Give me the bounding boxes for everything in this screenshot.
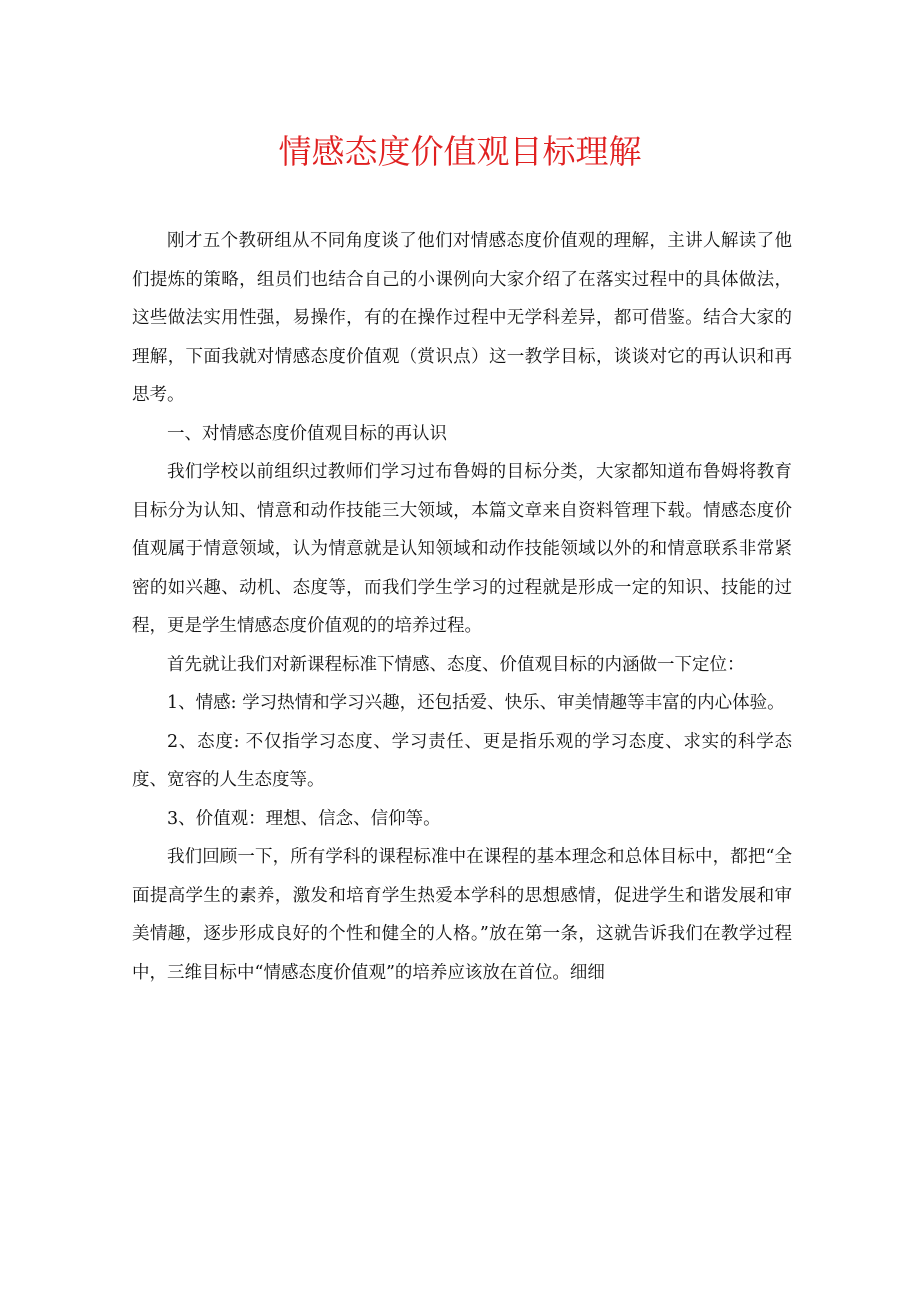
paragraph-definition-intro: 首先就让我们对新课程标准下情感、态度、价值观目标的内涵做一下定位： — [167, 654, 745, 675]
paragraph-review: 我们回顾一下，所有学科的课程标准中在课程的基本理念和总体目标中，都把“全面提高学生的素养，激发和培育学生热爱本学科的思想感情，促进学生和谐发展和审美情趣，逐步形成良好的个性和健全的人格。”放在第一条，这就告诉我们在教学过程中，三维目标中“情感态度价值观”的培养应该放在首位。细细 — [132, 847, 792, 983]
list-item-emotion: 1、情感: 学习热情和学习兴趣，还包括爱、快乐、审美情趣等丰富的内心体验。 — [167, 693, 785, 713]
section-heading-1: 一、对情感态度价值观目标的再认识 — [167, 423, 447, 444]
paragraph-intro: 刚才五个教研组从不同角度谈了他们对情感态度价值观的理解，主讲人解读了他们提炼的策略，组员们也结合自己的小课例向大家介绍了在落实过程中的具体做法，这些做法实用性强，易操作，有的在操作过程中无学科差异，都可借鉴。结合大家的理解，下面我就对情感态度价值观（赏识点）这一教学目标，谈谈对它的再认识和再思考。 — [132, 231, 792, 405]
document-body — [132, 222, 792, 992]
list-item-attitude: 2、态度: 不仅指学习态度、学习责任、更是指乐观的学习态度、求实的科学态度、宽容的人生态度等。 — [132, 731, 792, 790]
list-item-values: 3、价值观：理想、信念、信仰等。 — [167, 808, 441, 829]
paragraph-bloom: 我们学校以前组织过教师们学习过布鲁姆的目标分类，大家都知道布鲁姆将教育目标分为认知、情意和动作技能三大领域，本篇文章来自资料管理下载。情感态度价值观属于情意领域，认为情意就是认知领域和动作技能领域以外的和情意联系非常紧密的如兴趣、动机、态度等，而我们学生学习的过程就是形成一定的知识、技能的过程，更是学生情感态度价值观的的培养过程。 — [132, 462, 792, 636]
document-title: 情感态度价值观目标理解 — [278, 132, 642, 171]
